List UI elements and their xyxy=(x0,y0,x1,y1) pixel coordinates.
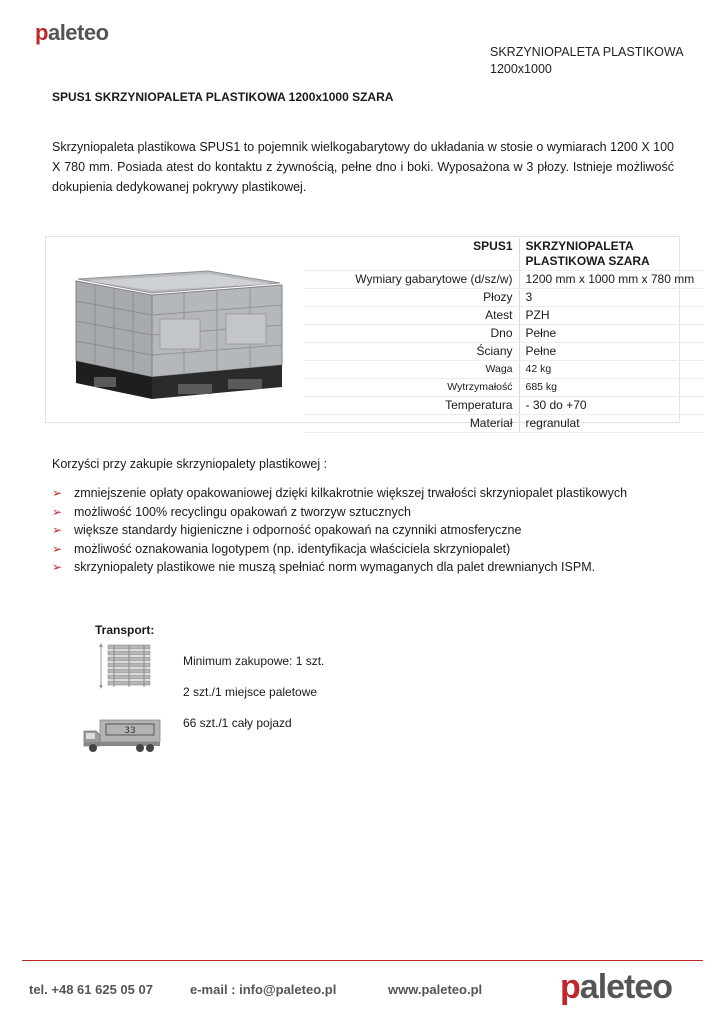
arrow-right-icon: ➢ xyxy=(52,541,63,556)
spec-value-bottom: Pełne xyxy=(519,325,704,343)
spec-value-dimensions: 1200 mm x 1000 mm x 780 mm xyxy=(519,271,704,289)
footer-website[interactable]: www.paleteo.pl xyxy=(388,982,483,997)
header-product-name xyxy=(490,44,684,78)
spec-key-runners: Płozy xyxy=(304,289,519,307)
spec-head-row xyxy=(304,238,704,271)
spec-key-bottom: Dno xyxy=(304,325,519,343)
logo-first-letter: p xyxy=(35,20,48,45)
document-title: SPUS1 SKRZYNIOPALETA PLASTIKOWA 1200x1000 SZARA xyxy=(52,90,394,104)
footer-brand-logo xyxy=(560,968,672,1007)
spec-row xyxy=(304,325,704,343)
benefit-text: skrzyniopalety plastikowe nie muszą spełniać norm wymaganych dla palet drewnianych ISPM. xyxy=(74,560,596,575)
spec-value-walls: Pełne xyxy=(519,343,704,361)
spec-key-load-capacity: Wytrzymałość xyxy=(304,379,519,397)
spec-product-name xyxy=(519,238,704,271)
logo-rest-letters: aleteo xyxy=(47,20,109,45)
spec-row xyxy=(304,415,704,433)
arrow-right-icon: ➢ xyxy=(52,560,63,575)
benefit-text: zmniejszenie opłaty opakowaniowej dzięki kilkakrotnie większej trwałości skrzyniopalet plastikowych xyxy=(74,486,628,500)
list-item xyxy=(52,558,627,577)
crate-image xyxy=(58,249,293,414)
spec-row xyxy=(304,397,704,415)
spec-table xyxy=(304,238,704,433)
spec-key-certificate: Atest xyxy=(304,307,519,325)
list-item xyxy=(52,503,627,522)
spec-product-name-line-1: SKRZYNIOPALETA xyxy=(525,239,634,253)
arrow-right-icon: ➢ xyxy=(52,523,63,538)
spec-key-temperature: Temperatura xyxy=(304,397,519,415)
header-line-2: 1200x1000 xyxy=(490,62,552,76)
transport-per-vehicle: 66 szt./1 cały pojazd xyxy=(183,716,292,730)
pallet-stack-icon xyxy=(96,642,154,690)
benefits-list xyxy=(52,484,627,577)
spec-row xyxy=(304,307,704,325)
spec-row xyxy=(304,379,704,397)
spec-key-material: Materiał xyxy=(304,415,519,433)
spec-value-certificate: PZH xyxy=(519,307,704,325)
benefit-text: możliwość 100% recyclingu opakowań z tworzyw sztucznych xyxy=(74,504,411,519)
arrow-right-icon: ➢ xyxy=(52,504,63,519)
spec-value-material: regranulat xyxy=(519,415,704,433)
spec-value-temperature: - 30 do +70 xyxy=(519,397,704,415)
header-line-1: SKRZYNIOPALETA PLASTIKOWA xyxy=(490,45,684,59)
intro-paragraph: Skrzyniopaleta plastikowa SPUS1 to pojemnik wielkogabarytowy do układania w stosie o wymiarach 1200 X 100 X 780 mm. Posiada atest do kontaktu z żywnością, pełne dno i boki. Wyposażona w 3 płozy. Istnieje możliwość dokupienia dedykowanej pokrywy plastikowej. xyxy=(52,140,674,194)
transport-per-pallet-place: 2 szt./1 miejsce paletowe xyxy=(183,685,318,699)
spec-model-code: SPUS1 xyxy=(304,238,519,271)
logo-first-letter: p xyxy=(560,968,580,1006)
spec-row xyxy=(304,361,704,379)
benefit-text: możliwość oznakowania logotypem (np. identyfikacja właściciela skrzyniopalet) xyxy=(74,541,511,556)
brand-logo xyxy=(35,20,109,46)
spec-key-weight: Waga xyxy=(304,361,519,379)
spec-value-weight: 42 kg xyxy=(519,361,704,379)
footer-divider xyxy=(22,960,703,961)
arrow-right-icon: ➢ xyxy=(52,486,63,500)
spec-product-name-line-2: PLASTIKOWA SZARA xyxy=(525,254,650,268)
logo-rest-letters: aleteo xyxy=(579,968,673,1006)
spec-row xyxy=(304,289,704,307)
benefits-title: Korzyści przy zakupie skrzyniopalety plastikowej : xyxy=(52,457,328,471)
truck-label: 33 xyxy=(124,726,136,736)
truck-icon xyxy=(82,718,162,754)
spec-key-dimensions: Wymiary gabarytowe (d/sz/w) xyxy=(304,271,519,289)
list-item xyxy=(52,521,627,540)
benefit-text: większe standardy higieniczne i odporność opakowań na czynniki atmosferyczne xyxy=(74,523,522,538)
transport-min-order: Minimum zakupowe: 1 szt. xyxy=(183,654,325,668)
footer-phone: tel. +48 61 625 05 07 xyxy=(29,982,153,997)
spec-box xyxy=(45,236,695,430)
list-item xyxy=(52,484,627,503)
footer-email[interactable]: e-mail : info@paleteo.pl xyxy=(190,982,337,997)
spec-value-load-capacity: 685 kg xyxy=(519,379,704,397)
spec-value-runners: 3 xyxy=(519,289,704,307)
transport-title: Transport: xyxy=(95,623,155,637)
list-item xyxy=(52,540,627,559)
spec-row xyxy=(304,271,704,289)
spec-row xyxy=(304,343,704,361)
spec-key-walls: Ściany xyxy=(304,343,519,361)
